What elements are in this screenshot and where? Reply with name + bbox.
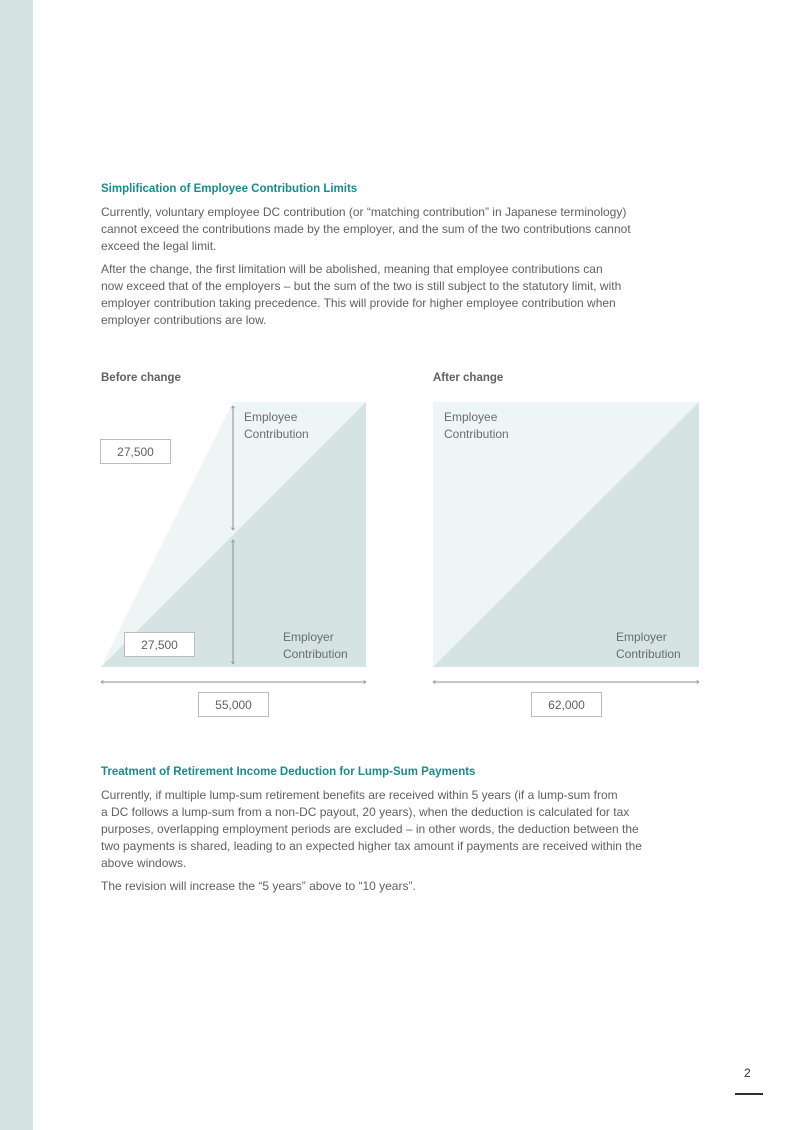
- page-number-rule: [735, 1093, 763, 1095]
- page-number: 2: [744, 1066, 751, 1080]
- before-employee-label: Employee Contribution: [244, 410, 309, 441]
- before-employer-label: Employer Contribution: [283, 630, 348, 661]
- paragraph-after-change: After the change, the first limitation will be abolished, meaning that employee contributions can now exceed that of the employers – but the sum of the two is still subject to the statutory limit, with employer contribution taking precedence. This will provide for higher employee contribution when employer contributions are low.: [101, 262, 622, 327]
- after-employee-label: Employee Contribution: [444, 410, 509, 441]
- paragraph-current-rule: Currently, voluntary employee DC contribution (or “matching contribution” in Japanese terminology) cannot exceed the contributions made by the employer, and the sum of the two contributions cannot exceed the legal limit.: [101, 205, 631, 253]
- before-total-value: 55,000: [198, 692, 269, 717]
- before-change-label: Before change: [101, 372, 181, 384]
- after-change-label: After change: [433, 372, 504, 384]
- paragraph-revision: The revision will increase the “5 years” above to “10 years”.: [101, 879, 416, 893]
- after-total-value: 62,000: [531, 692, 602, 717]
- section-heading-contribution-limits: Simplification of Employee Contribution Limits: [101, 183, 358, 195]
- paragraph-current-deduction: Currently, if multiple lump-sum retirement benefits are received within 5 years (if a lump-sum from a DC follows a lump-sum from a non-DC payout, 20 years), when the deduction is calculated for tax purposes, overlapping employment periods are excluded – in other words, the deduction between the two payments is shared, leading to an expected higher tax amount if payments are received within the above windows.: [101, 788, 642, 870]
- section-heading-retirement-deduction: Treatment of Retirement Income Deduction for Lump-Sum Payments: [101, 766, 476, 778]
- before-employer-value: 27,500: [124, 632, 195, 657]
- before-employee-value: 27,500: [100, 439, 171, 464]
- after-employer-label: Employer Contribution: [616, 630, 681, 661]
